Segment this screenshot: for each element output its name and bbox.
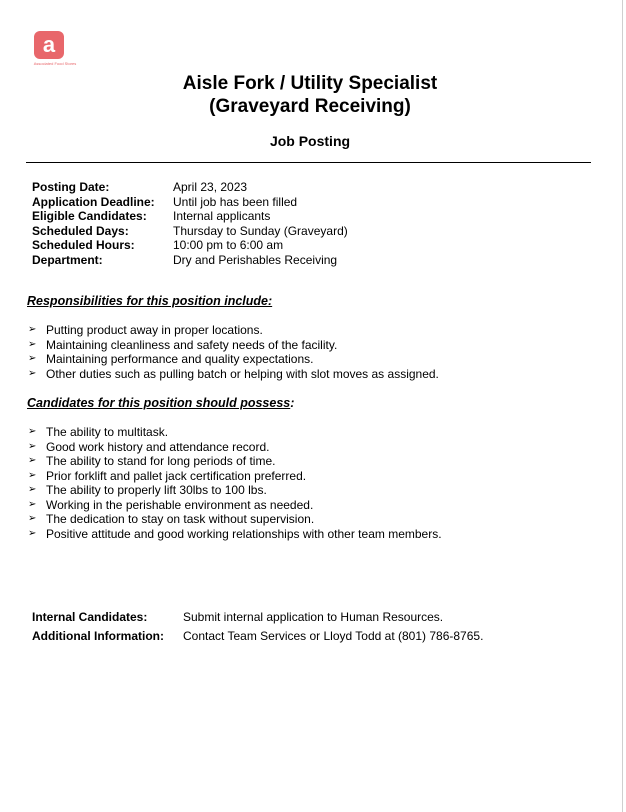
list-item-text: Positive attitude and good working relationships with other team members. <box>46 526 442 541</box>
responsibilities-heading-text: Responsibilities for this position include: <box>27 294 273 308</box>
detail-row <box>32 253 348 268</box>
page-edge <box>622 0 623 812</box>
list-item-text: Other duties such as pulling batch or helping with slot moves as assigned. <box>46 366 439 381</box>
list-item-text: Maintaining performance and quality expectations. <box>46 352 314 366</box>
list-item-text: Maintaining cleanliness and safety needs of the facility. <box>46 337 338 352</box>
arrow-bullet-icon: ➢ <box>28 440 37 452</box>
detail-row <box>32 224 348 239</box>
logo-caption: Associated Food Stores <box>33 61 77 66</box>
list-item <box>28 512 442 527</box>
arrow-bullet-icon: ➢ <box>28 455 37 466</box>
list-item-text: The ability to properly lift 30lbs to 100 lbs. <box>46 483 267 497</box>
footer-row <box>32 610 483 624</box>
arrow-bullet-icon: ➢ <box>28 527 37 539</box>
arrow-bullet-icon: ➢ <box>28 338 37 350</box>
detail-label: Scheduled Hours: <box>32 238 135 252</box>
arrow-bullet-icon: ➢ <box>28 367 37 379</box>
footer-row <box>32 629 483 643</box>
detail-row <box>32 195 348 210</box>
footer-label: Additional Information: <box>32 629 164 643</box>
contact-info <box>32 610 483 648</box>
detail-value: Dry and Perishables Receiving <box>173 252 338 267</box>
responsibilities-heading <box>27 294 272 308</box>
detail-label: Application Deadline: <box>32 194 155 209</box>
footer-label: Internal Candidates: <box>32 610 148 624</box>
list-item <box>28 483 442 498</box>
list-item-text: Good work history and attendance record. <box>46 439 270 454</box>
arrow-bullet-icon: ➢ <box>28 484 37 495</box>
arrow-bullet-icon: ➢ <box>28 353 37 364</box>
list-item <box>28 454 442 469</box>
detail-label: Eligible Candidates: <box>32 209 147 223</box>
list-item <box>28 440 442 455</box>
detail-value: Until job has been filled <box>173 194 298 209</box>
list-item-text: Working in the perishable environment as needed. <box>46 497 314 512</box>
list-item <box>28 527 442 542</box>
list-item-text: The ability to multitask. <box>46 425 169 439</box>
candidates-heading-text: Candidates for this position should possess <box>27 396 291 410</box>
detail-value: April 23, 2023 <box>173 180 248 194</box>
logo-letter: a <box>42 32 56 57</box>
footer-value: Submit internal application to Human Resources. <box>183 610 444 624</box>
list-item-text: The dedication to stay on task without supervision. <box>46 512 315 526</box>
arrow-bullet-icon: ➢ <box>28 426 37 437</box>
detail-label: Scheduled Days: <box>32 223 129 238</box>
detail-label: Department: <box>32 252 103 267</box>
list-item-text: The ability to stand for long periods of time. <box>46 454 276 468</box>
detail-label: Posting Date: <box>32 180 110 194</box>
list-item <box>28 367 439 382</box>
list-item-text: Putting product away in proper locations. <box>46 323 263 337</box>
list-item <box>28 352 439 367</box>
detail-row <box>32 180 348 195</box>
detail-row <box>32 209 348 224</box>
logo-icon <box>34 31 64 59</box>
list-item <box>28 338 439 353</box>
posting-details <box>32 180 348 267</box>
arrow-bullet-icon: ➢ <box>28 513 37 524</box>
arrow-bullet-icon: ➢ <box>28 469 37 481</box>
detail-value: Internal applicants <box>173 209 271 223</box>
list-item <box>28 425 442 440</box>
list-item-text: Prior forklift and pallet jack certification preferred. <box>46 468 307 483</box>
responsibilities-list <box>28 323 439 381</box>
detail-value: Thursday to Sunday (Graveyard) <box>173 223 348 238</box>
arrow-bullet-icon: ➢ <box>28 498 37 510</box>
divider <box>26 162 591 163</box>
document-subtitle: Job Posting <box>269 133 351 149</box>
list-item <box>28 498 442 513</box>
detail-value: 10:00 pm to 6:00 am <box>173 238 284 252</box>
candidates-heading-colon: : <box>290 396 295 410</box>
footer-value: Contact Team Services or Lloyd Todd at (801) 786-8765. <box>183 629 484 643</box>
job-title: Aisle Fork / Utility Specialist <box>182 73 438 94</box>
list-item <box>28 323 439 338</box>
detail-row <box>32 238 348 253</box>
company-logo <box>34 31 66 59</box>
job-title-shift: (Graveyard Receiving) <box>209 96 411 117</box>
list-item <box>28 469 442 484</box>
candidates-heading <box>27 396 294 410</box>
candidates-list <box>28 425 442 541</box>
arrow-bullet-icon: ➢ <box>28 324 37 335</box>
